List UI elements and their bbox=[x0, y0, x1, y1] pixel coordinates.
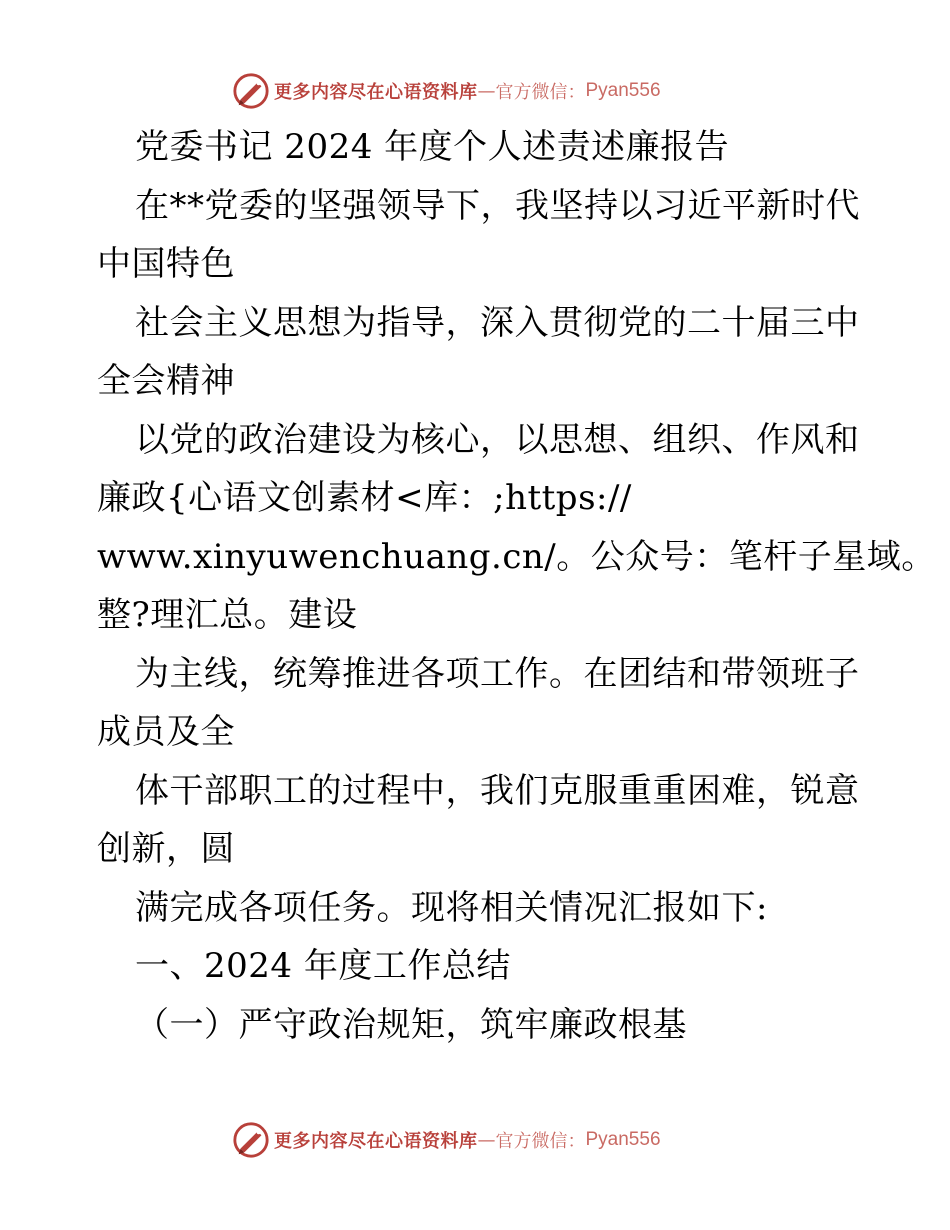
paragraph-line: 廉政{心语文创素材<库：;https:// bbox=[97, 478, 632, 518]
paragraph-line: 全会精神 bbox=[97, 361, 235, 401]
pen-logo-icon bbox=[232, 72, 270, 110]
paragraph-line: 体干部职工的过程中，我们克服重重困难，锐意 bbox=[135, 770, 860, 811]
document-body bbox=[97, 118, 936, 1054]
banner-separator: — bbox=[477, 1129, 496, 1151]
paragraph-line: 满完成各项任务。现将相关情况汇报如下: bbox=[135, 887, 768, 928]
paragraph-line: 为主线，统筹推进各项工作。在团结和带领班子 bbox=[135, 653, 860, 694]
header-banner bbox=[232, 71, 661, 111]
document-title: 党委书记 2024 年度个人述责述廉报告 bbox=[135, 127, 730, 167]
paragraph-line: 以党的政治建设为核心，以思想、组织、作风和 bbox=[135, 419, 860, 460]
paragraph-line: 社会主义思想为指导，深入贯彻党的二十届三中 bbox=[135, 302, 860, 343]
subsection-heading: （一）严守政治规矩，筑牢廉政根基 bbox=[135, 1004, 687, 1045]
paragraph-line: 创新，圆 bbox=[97, 829, 235, 869]
wechat-label: 官方微信： bbox=[495, 1131, 586, 1152]
wechat-label: 官方微信： bbox=[495, 82, 586, 103]
footer-banner bbox=[232, 1120, 661, 1160]
paragraph-line: 成员及全 bbox=[97, 712, 235, 752]
wechat-id: Pyan556 bbox=[585, 80, 661, 101]
paragraph-line: 在**党委的坚强领导下，我坚持以习近平新时代 bbox=[135, 185, 860, 226]
paragraph-line: 中国特色 bbox=[97, 244, 235, 284]
wechat-id: Pyan556 bbox=[585, 1129, 661, 1150]
promo-text: 更多内容尽在心语资料库 bbox=[274, 1131, 478, 1152]
section-heading: 一、2024 年度工作总结 bbox=[135, 946, 511, 986]
paragraph-line: www.xinyuwenchuang.cn/。公众号：笔杆子星域。 bbox=[97, 536, 936, 577]
promo-text: 更多内容尽在心语资料库 bbox=[274, 82, 478, 103]
paragraph-line: 整?理汇总。建设 bbox=[97, 595, 358, 635]
pen-logo-icon bbox=[232, 1121, 270, 1159]
banner-separator: — bbox=[477, 80, 496, 102]
